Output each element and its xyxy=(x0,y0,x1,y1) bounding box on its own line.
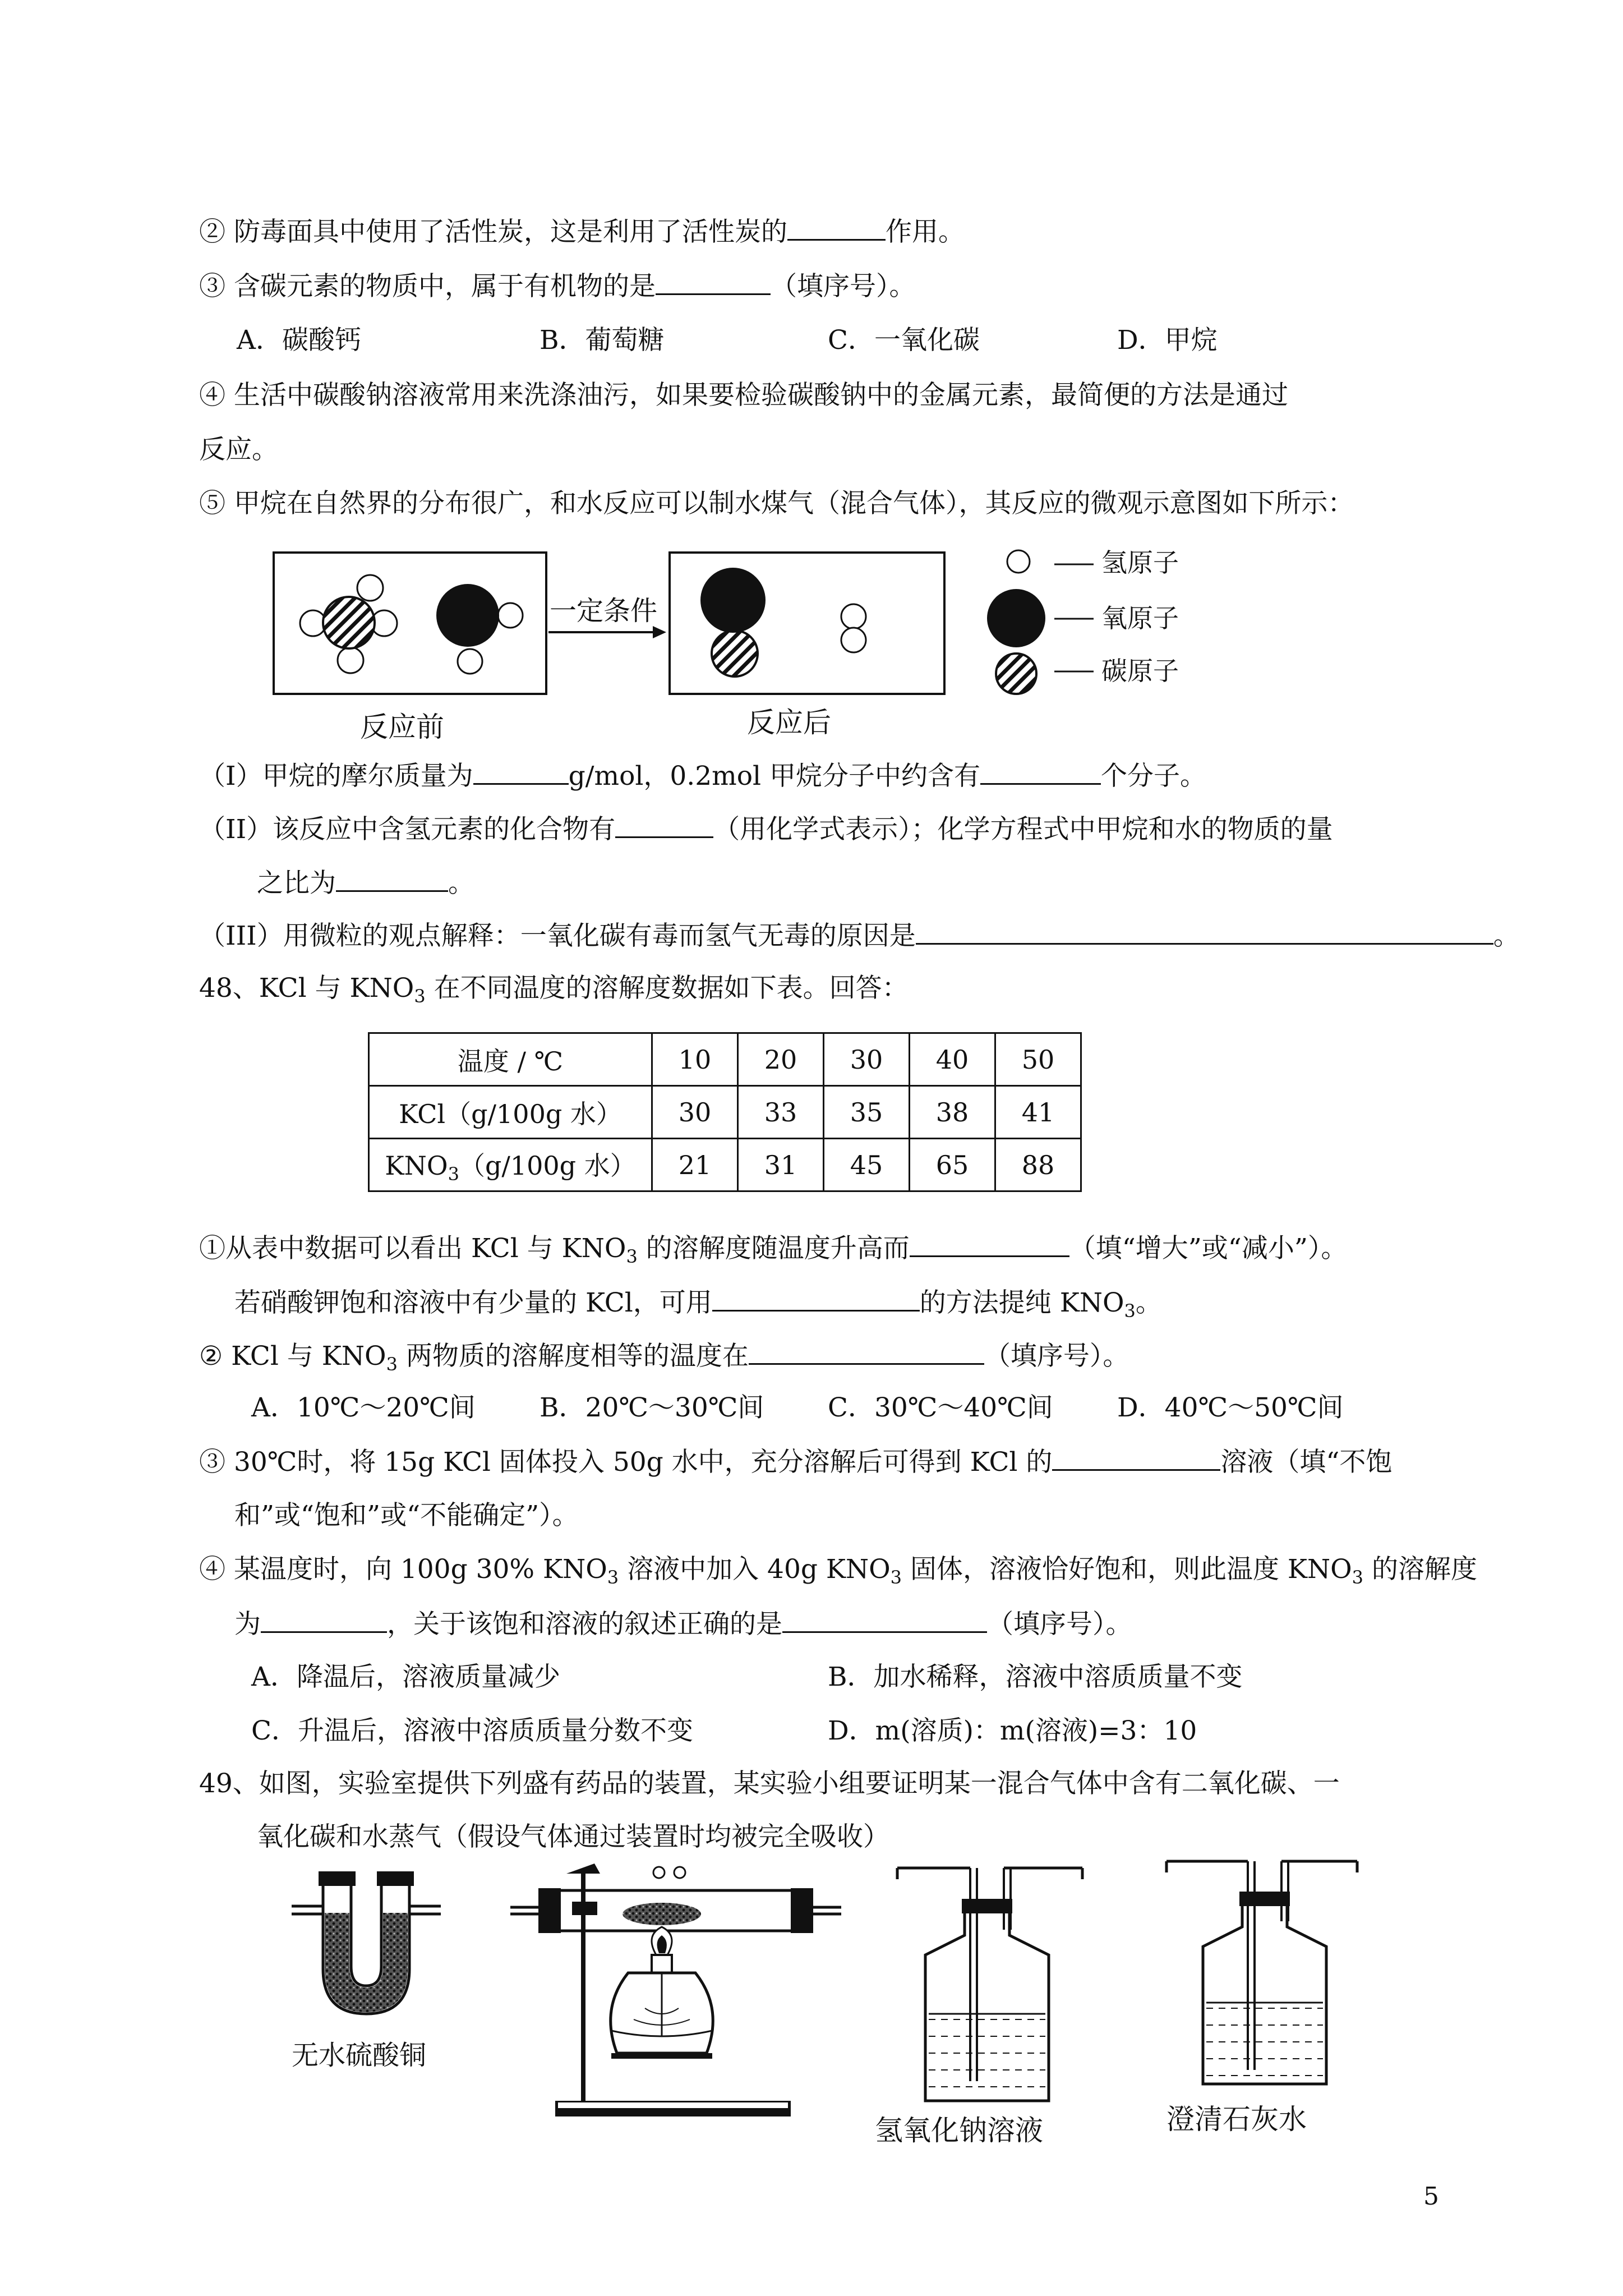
table-cell: 40 xyxy=(910,1033,995,1086)
before-caption: 反应前 xyxy=(360,711,444,743)
q48-part3-cont: 和”或“饱和”或“不能确定”）。 xyxy=(234,1500,579,1531)
row-header-kcl: KCl（g/100g 水） xyxy=(369,1086,652,1139)
methane-molecule xyxy=(300,575,397,673)
q47-sub3: （III）用微粒的观点解释：一氧化碳有毒而氢气无毒的原因是 。 xyxy=(199,918,1520,953)
table-cell: 35 xyxy=(824,1086,910,1139)
q49-line2: 氧化碳和水蒸气（假设气体通过装置时均被完全吸收） xyxy=(257,1821,889,1852)
row-header-kno3: $KNO_3(g/100g$ 水） xyxy=(369,1139,652,1191)
legend-carbon: 碳原子 xyxy=(1101,656,1179,686)
q47-sub2: （II）该反应中含氢元素的化合物有 （用化学式表示）；化学方程式中甲烷和水的物质的量 xyxy=(199,812,1333,846)
answer-blank[interactable] xyxy=(261,1607,387,1633)
sodium-hydroxide-bottle xyxy=(875,1868,1082,2147)
q48-part2-option-a: A．10℃～20℃间 xyxy=(251,1392,476,1423)
table-cell: 30 xyxy=(652,1086,738,1139)
q47-part3-option-b: B．葡萄糖 xyxy=(540,325,665,356)
q47-part3-option-a: A．碳酸钙 xyxy=(237,325,361,356)
q48-part4: ④ 某温度时，向 100g 30% $KNO_3$ 溶液中加入 40g $KNO_3$ 固体，溶液恰好饱和，则此温度 $KNO_3$ 的溶解度 xyxy=(199,1554,1477,1588)
q48-part4-option-b: B．加水稀释，溶液中溶质质量不变 xyxy=(828,1662,1243,1692)
label-limewater: 澄清石灰水 xyxy=(1166,2103,1307,2136)
q47-part2: ② 防毒面具中使用了活性炭，这是利用了活性炭的 作用。 xyxy=(199,214,965,249)
q47-part4-line1: ④ 生活中碳酸钠溶液常用来洗涤油污，如果要检验碳酸钠中的金属元素，最简便的方法是通过 xyxy=(199,380,1288,411)
q47-part3-option-d: D．甲烷 xyxy=(1117,325,1218,356)
hydrogen-molecule xyxy=(841,604,866,652)
q47-sub1: （I）甲烷的摩尔质量为 g/mol，0.2mol 甲烷分子中约含有 个分子。 xyxy=(199,758,1206,793)
table-cell: 10 xyxy=(652,1033,738,1086)
q48-intro: 48、KCl 与 $KNO_3$ 在不同温度的溶解度数据如下表。回答： xyxy=(199,973,909,1007)
q48-part4-option-d: D．m(溶质)：m(溶液)=3：10 xyxy=(828,1715,1197,1746)
q48-part2-option-d: D．40℃～50℃间 xyxy=(1117,1392,1344,1423)
reaction-diagram xyxy=(264,547,1217,749)
legend xyxy=(987,547,1179,694)
answer-blank[interactable] xyxy=(656,269,771,295)
table-cell: 31 xyxy=(738,1139,824,1191)
solubility-table xyxy=(368,1032,1082,1192)
answer-blank[interactable] xyxy=(782,1607,987,1633)
carbon-monoxide-molecule xyxy=(700,568,766,677)
q48-part2-option-b: B．20℃～30℃间 xyxy=(540,1392,764,1423)
answer-blank[interactable] xyxy=(336,866,448,892)
u-tube-apparatus xyxy=(292,1871,441,2071)
legend-hydrogen: 氢原子 xyxy=(1101,547,1179,578)
table-cell: 45 xyxy=(824,1139,910,1191)
q49-line1: 49、如图，实验室提供下列盛有药品的装置，某实验小组要证明某一混合气体中含有二氧化碳、一 xyxy=(199,1768,1340,1799)
water-molecule xyxy=(436,584,523,674)
table-row xyxy=(369,1033,1081,1086)
table-cell: 41 xyxy=(995,1086,1081,1139)
q48-part1: ①从表中数据可以看出 KCl 与 $KNO_3$ 的溶解度随温度升高而 （填“增大”或“减小”）。 xyxy=(199,1231,1347,1273)
arrow-label: 一定条件 xyxy=(550,595,658,627)
answer-blank[interactable] xyxy=(615,812,713,838)
answer-blank[interactable] xyxy=(787,214,886,241)
q47-part3-option-c: C．一氧化碳 xyxy=(828,325,980,356)
heating-tube-apparatus xyxy=(510,1864,841,2116)
table-cell: 38 xyxy=(910,1086,995,1139)
table-cell: 50 xyxy=(995,1033,1081,1086)
table-cell: 88 xyxy=(995,1139,1081,1191)
q47-part4-line2: 反应。 xyxy=(199,434,278,465)
table-cell: 21 xyxy=(652,1139,738,1191)
table-cell: 33 xyxy=(738,1086,824,1139)
page-number: 5 xyxy=(1423,2182,1439,2211)
q48-part3: ③ 30℃时，将 15g KCl 固体投入 50g 水中，充分溶解后可得到 KCl 的 溶液（填“不饱 xyxy=(199,1444,1392,1479)
answer-blank[interactable] xyxy=(749,1338,984,1365)
table-row xyxy=(369,1139,1081,1191)
legend-oxygen: 氧原子 xyxy=(1101,603,1179,633)
q47-sub2-cont: 之比为 。 xyxy=(257,866,474,900)
row-header-temperature: 温度 / ℃ xyxy=(369,1033,652,1086)
q48-part2: ② KCl 与 $KNO_3$ 两物质的溶解度相等的温度在 （填序号）。 xyxy=(199,1338,1129,1381)
answer-blank[interactable] xyxy=(1052,1444,1220,1471)
q48-part4-option-a: A．降温后，溶液质量减少 xyxy=(251,1662,560,1692)
q48-part2-option-c: C．30℃～40℃间 xyxy=(828,1392,1053,1423)
answer-blank[interactable] xyxy=(910,1231,1069,1257)
table-cell: 20 xyxy=(738,1033,824,1086)
answer-blank[interactable] xyxy=(916,918,1493,945)
q47-part3: ③ 含碳元素的物质中，属于有机物的是 （填序号）。 xyxy=(199,269,915,303)
q48-part4-option-c: C．升温后，溶液中溶质质量分数不变 xyxy=(251,1715,693,1746)
q47-part5: ⑤ 甲烷在自然界的分布很广，和水反应可以制水煤气（混合气体），其反应的微观示意图如下所示： xyxy=(199,488,1354,519)
q48-part1-cont: 若硝酸钾饱和溶液中有少量的 KCl，可用 的方法提纯 $KNO_3$。 xyxy=(234,1285,1162,1328)
label-anhydrous-copper-sulfate: 无水硫酸铜 xyxy=(292,2040,427,2071)
answer-blank[interactable] xyxy=(980,758,1101,785)
limewater-bottle xyxy=(1166,1861,1357,2136)
table-cell: 65 xyxy=(910,1139,995,1191)
answer-blank[interactable] xyxy=(473,758,569,785)
after-caption: 反应后 xyxy=(747,706,831,739)
apparatus-figure xyxy=(275,1851,1391,2147)
table-row xyxy=(369,1086,1081,1139)
table-cell: 30 xyxy=(824,1033,910,1086)
q48-part4-cont: 为 ，关于该饱和溶液的叙述正确的是 （填序号）。 xyxy=(234,1607,1132,1641)
answer-blank[interactable] xyxy=(712,1285,920,1312)
label-sodium-hydroxide: 氢氧化钠溶液 xyxy=(875,2114,1043,2147)
